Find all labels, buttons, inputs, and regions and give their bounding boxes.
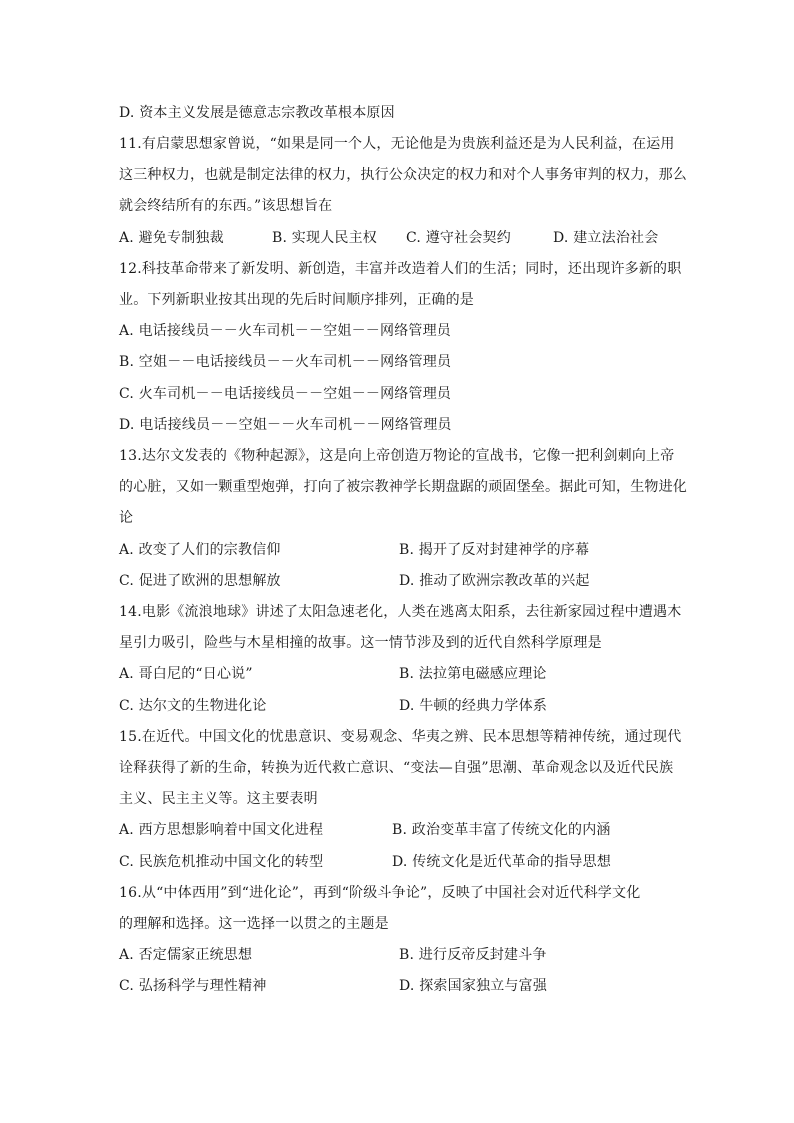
- q11-stem-line-2: 这三种权力，也就是制定法律的权力，执行公众决定的权力和对个人事务审判的权力，那么: [119, 167, 687, 183]
- q14-option-c: C. 达尔文的生物进化论: [119, 698, 267, 714]
- q16-option-c: C. 弘扬科学与理性精神: [119, 978, 267, 994]
- q13-option-c: C. 促进了欧洲的思想解放: [119, 573, 281, 589]
- q11-option-a: A. 避免专制独裁: [119, 230, 224, 246]
- q16-option-b: B. 进行反帝反封建斗争: [399, 947, 547, 963]
- q16-stem-line-2: 的理解和选择。这一选择一以贯之的主题是: [119, 916, 389, 932]
- q15-option-b: B. 政治变革丰富了传统文化的内涵: [392, 822, 611, 838]
- q13-stem-line-3: 论: [119, 510, 134, 526]
- q12-option-b: B. 空姐－－电话接线员－－火车司机－－网络管理员: [119, 354, 452, 370]
- q14-option-b: B. 法拉第电磁感应理论: [399, 666, 547, 682]
- q14-option-a: A. 哥白尼的“日心说”: [119, 666, 253, 682]
- q12-stem-line-2: 业。下列新职业按其出现的先后时间顺序排列，正确的是: [119, 292, 474, 308]
- q13-stem-line-2: 的心脏，又如一颗重型炮弹，打向了被宗教神学长期盘踞的顽固堡垒。据此可知，生物进化: [119, 479, 687, 495]
- q15-stem-line-3: 主义、民主主义等。这主要表明: [119, 791, 318, 807]
- q15-stem-line-2: 诠释获得了新的生命，转换为近代救亡意识、“变法—自强”思潮、革命观念以及近代民族: [119, 760, 674, 776]
- q11-option-c: C. 遵守社会契约: [406, 230, 511, 246]
- q11-stem-line-3: 就会终结所有的东西。”该思想旨在: [119, 198, 333, 214]
- q16-option-a: A. 否定儒家正统思想: [119, 947, 253, 963]
- q15-option-a: A. 西方思想影响着中国文化进程: [119, 822, 324, 838]
- q15-option-c: C. 民族危机推动中国文化的转型: [119, 854, 324, 870]
- q14-option-d: D. 牛顿的经典力学体系: [399, 698, 548, 714]
- q15-stem-line-1: 15.在近代。中国文化的忧患意识、变易观念、华夷之辨、民本思想等精神传统，通过现代: [119, 729, 682, 745]
- q15-option-d: D. 传统文化是近代革命的指导思想: [392, 854, 612, 870]
- q12-option-d: D. 电话接线员－－空姐－－火车司机－－网络管理员: [119, 417, 452, 433]
- q14-stem-line-1: 14.电影《流浪地球》讲述了太阳急速老化，人类在逃离太阳系，去往新家园过程中遭遇木: [119, 604, 682, 620]
- q11-option-d: D. 建立法治社会: [553, 230, 659, 246]
- q14-stem-line-2: 星引力吸引，险些与木星相撞的故事。这一情节涉及到的近代自然科学原理是: [119, 635, 602, 651]
- q11-stem-line-1: 11.有启蒙思想家曾说，“如果是同一个人，无论他是为贵族利益还是为人民利益，在运用: [119, 136, 675, 152]
- q10-option-d: D. 资本主义发展是德意志宗教改革根本原因: [119, 105, 395, 121]
- q16-option-d: D. 探索国家独立与富强: [399, 978, 548, 994]
- q13-stem-line-1: 13.达尔文发表的《物种起源》，这是向上帝创造万物论的宣战书，它像一把利剑刺向上帝: [119, 448, 675, 464]
- q13-option-b: B. 揭开了反对封建神学的序幕: [399, 542, 590, 558]
- q12-option-a: A. 电话接线员－－火车司机－－空姐－－网络管理员: [119, 323, 452, 339]
- q11-option-b: B. 实现人民主权: [272, 230, 377, 246]
- q13-option-d: D. 推动了欧洲宗教改革的兴起: [399, 573, 590, 589]
- q13-option-a: A. 改变了人们的宗教信仰: [119, 542, 281, 558]
- q12-option-c: C. 火车司机－－电话接线员－－空姐－－网络管理员: [119, 386, 452, 402]
- q12-stem-line-1: 12.科技革命带来了新发明、新创造，丰富并改造着人们的生活；同时，还出现许多新的职: [119, 261, 682, 277]
- q16-stem-line-1: 16.从“中体西用”到“进化论”，再到“阶级斗争论”，反映了中国社会对近代科学文化: [119, 885, 641, 901]
